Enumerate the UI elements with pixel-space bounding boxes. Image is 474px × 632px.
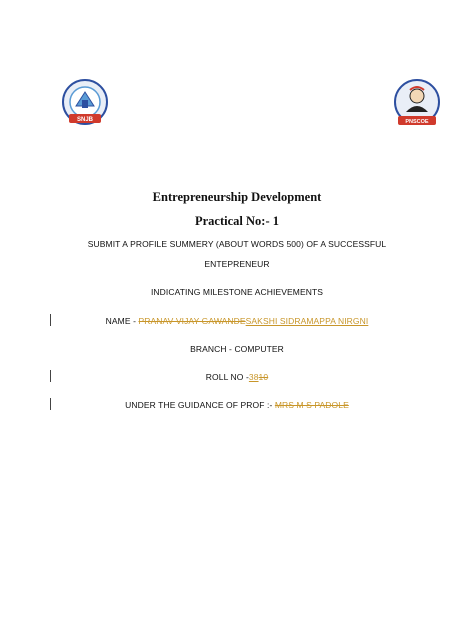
left-logo-text: SNJB (76, 117, 94, 123)
milestone-line: INDICATING MILESTONE ACHIEVEMENTS (150, 287, 324, 297)
practical-number: Practical No:- 1 (195, 214, 279, 228)
college-logo-left (60, 78, 110, 128)
guidance-label: UNDER THE GUIDANCE OF PROF :- (125, 400, 275, 410)
guidance-line (0, 400, 474, 410)
name-inserted: SAKSHI SIDRAMAPPA NIRGNI (245, 316, 369, 326)
roll-deleted: 10 (258, 372, 269, 382)
right-logo-text: PNSCOE (405, 119, 429, 125)
roll-label: ROLL NO - (205, 372, 249, 382)
name-label: NAME - (105, 316, 139, 326)
task-line-1: SUBMIT A PROFILE SUMMERY (ABOUT WORDS 500) OF A SUCCESSFUL (87, 239, 387, 249)
roll-inserted: 38 (248, 372, 259, 382)
name-deleted: PRANAV VIJAY GAWANDE (138, 316, 246, 326)
college-logo-right (392, 78, 442, 130)
guidance-deleted: MRS M S PADOLE (274, 400, 349, 410)
name-line (0, 316, 474, 326)
document-title: Entrepreneurship Development (152, 190, 322, 204)
task-line-2: ENTEPRENEUR (204, 259, 270, 269)
branch-line: BRANCH - COMPUTER (190, 344, 284, 354)
roll-line (0, 372, 474, 382)
